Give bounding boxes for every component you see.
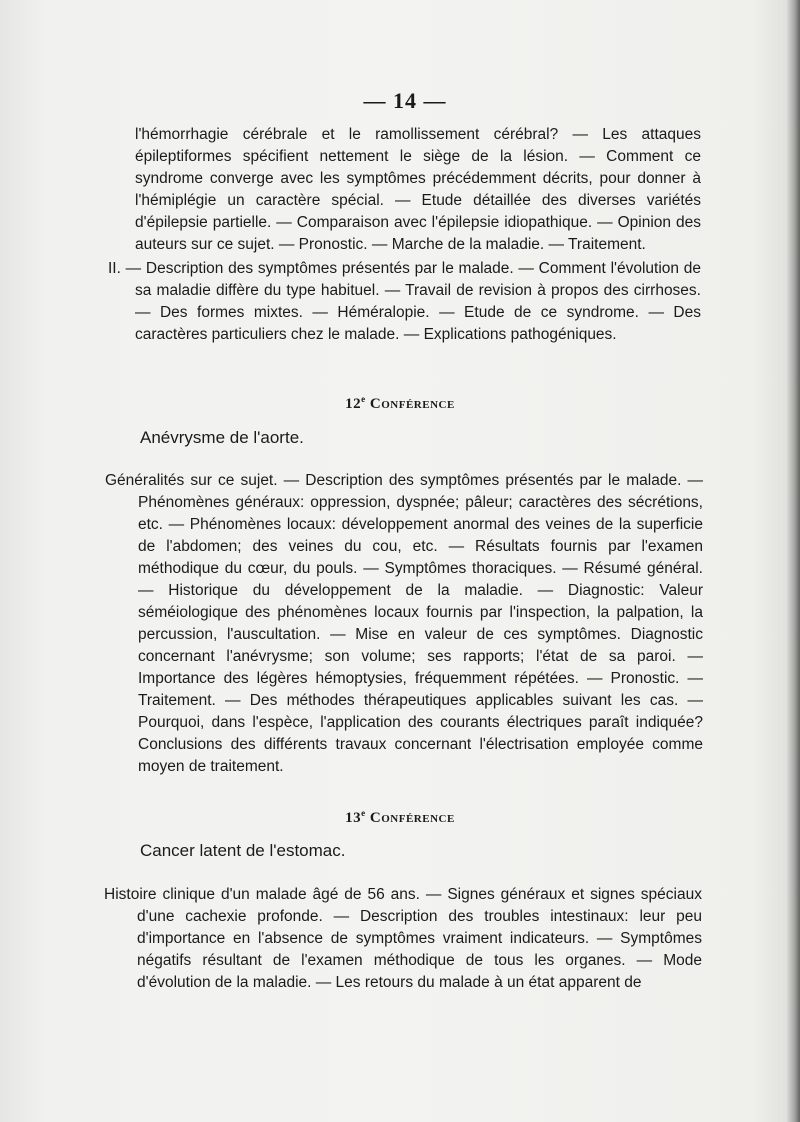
- conference-12-body: Généralités sur ce sujet. — Description des symptômes présentés par le malade. — Phénomènes généraux: oppression, dyspnée; pâleur; caractères des sécrétions, etc. — Phénomènes locaux: développement anormal des veines de la superficie de l'abdomen; des veines du cou, etc. — Résultats fournis par l'examen méthodique du cœur, du pouls. — Symptômes thoraciques. — Résumé général. — Historique du développement de la maladie. — Diagnostic: Valeur séméiologique des phénomènes locaux fournis par l'inspection, la palpation, la percussion, l'auscultation. — Mise en valeur de ces symptômes. Diagnostic concernant l'anévrysme; son volume; ses rapports; l'état de sa paroi. — Importance des légères hémoptysies, fréquemment répétées. — Pronostic. — Traitement. — Des méthodes thérapeutiques applicables suivant les cas. — Pourquoi, dans l'espèce, l'application des courants électriques paraît indiquée? Conclusions des différents travaux concernant l'électrisation employée comme moyen de traitement.: [105, 472, 703, 775]
- section-ii-paragraph: II. — Description des symptômes présentés par le malade. — Comment l'évolution de sa maladie diffère du type habituel. — Travail de revision à propos des cirrhoses. — Des formes mixtes. — Héméralopie. — Etude de ce syndrome. — Des caractères particuliers chez le malade. — Explications pathogéniques.: [108, 260, 701, 343]
- conference-12-label: Conférence: [369, 396, 455, 412]
- conference-13-label: Conférence: [369, 810, 455, 826]
- intro-paragraph: l'hémorrhagie cérébrale et le ramollissement cérébral? — Les attaques épileptiformes spécifient nettement le siège de la lésion. — Comment ce syndrome converge avec les symptômes précédemment décrits, pour donner à l'hémiplégie un caractère spécial. — Etude détaillée des diverses variétés d'épilepsie partielle. — Comparaison avec l'épilepsie idiopathique. — Opinion des auteurs sur ce sujet. — Pronostic. — Marche de la maladie. — Traitement.: [135, 126, 701, 253]
- page-number: — 14 —: [363, 88, 447, 113]
- conference-12-suffix: e: [361, 394, 366, 404]
- conference-12-title: Anévrysme de l'aorte.: [140, 428, 304, 447]
- conference-13-number: 13: [345, 810, 362, 826]
- conference-13-suffix: e: [361, 808, 366, 818]
- page-edge-shadow: [786, 0, 800, 1122]
- conference-12-number: 12: [345, 396, 362, 412]
- conference-13-body: Histoire clinique d'un malade âgé de 56 ans. — Signes généraux et signes spéciaux d'une cachexie profonde. — Description des troubles intestinaux: leur peu d'importance en l'absence de symptômes vraiment indicateurs. — Symptômes négatifs résultant de l'examen méthodique de tous les organes. — Mode d'évolution de la maladie. — Les retours du malade à un état apparent de: [104, 886, 702, 991]
- conference-13-heading: [0, 808, 800, 827]
- conference-13-title: Cancer latent de l'estomac.: [140, 841, 346, 860]
- conference-12-heading: [0, 394, 800, 413]
